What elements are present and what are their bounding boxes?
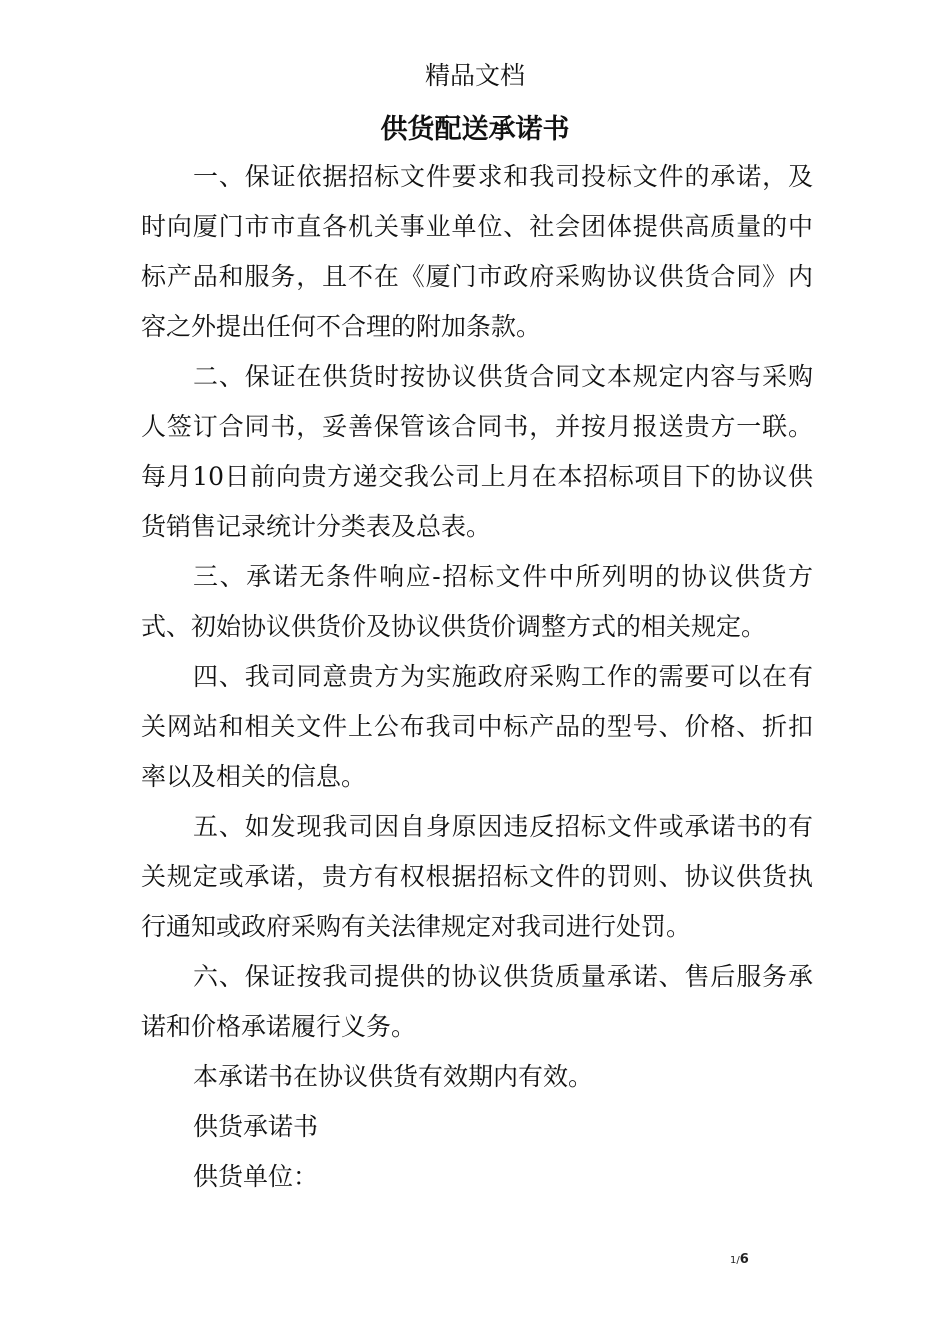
paragraph-6: 六、保证按我司提供的协议供货质量承诺、售后服务承诺和价格承诺履行义务。 <box>141 962 813 1041</box>
paragraph-4: 四、我司同意贵方为实施政府采购工作的需要可以在有关网站和相关文件上公布我司中标产品的型号、价格、折扣率以及相关的信息。 <box>141 662 813 791</box>
paragraph-5: 五、如发现我司因自身原因违反招标文件或承诺书的有关规定或承诺，贵方有权根据招标文件的罚则、协议供货执行通知或政府采购有关法律规定对我司进行处罚。 <box>141 812 813 941</box>
document-title: 供货配送承诺书 <box>380 114 570 145</box>
signature-title: 供货承诺书 <box>193 1112 319 1141</box>
supplier-label: 供货单位： <box>193 1162 319 1191</box>
paragraph-2: 二、保证在供货时按协议供货合同文本规定内容与采购人签订合同书，妥善保管该合同书，并按月报送贵方一联。每月10日前向贵方递交我公司上月在本招标项目下的协议供货销售记录统计分类表及总表。 <box>141 362 813 541</box>
page-separator: / <box>736 1255 740 1266</box>
paragraph-1: 一、保证依据招标文件要求和我司投标文件的承诺，及时向厦门市市直各机关事业单位、社会团体提供高质量的中标产品和服务，且不在《厦门市政府采购协议供货合同》内容之外提出任何不合理的附加条款。 <box>141 162 813 341</box>
document-header: 精品文档 <box>424 61 525 90</box>
page-number <box>730 1252 749 1267</box>
document-body <box>141 152 813 1202</box>
paragraph-3: 三、承诺无条件响应-招标文件中所列明的协议供货方式、初始协议供货价及协议供货价调整方式的相关规定。 <box>141 562 813 641</box>
validity-statement: 本承诺书在协议供货有效期内有效。 <box>193 1062 594 1091</box>
page-total: 6 <box>739 1252 749 1267</box>
page-current: 1 <box>730 1255 737 1266</box>
